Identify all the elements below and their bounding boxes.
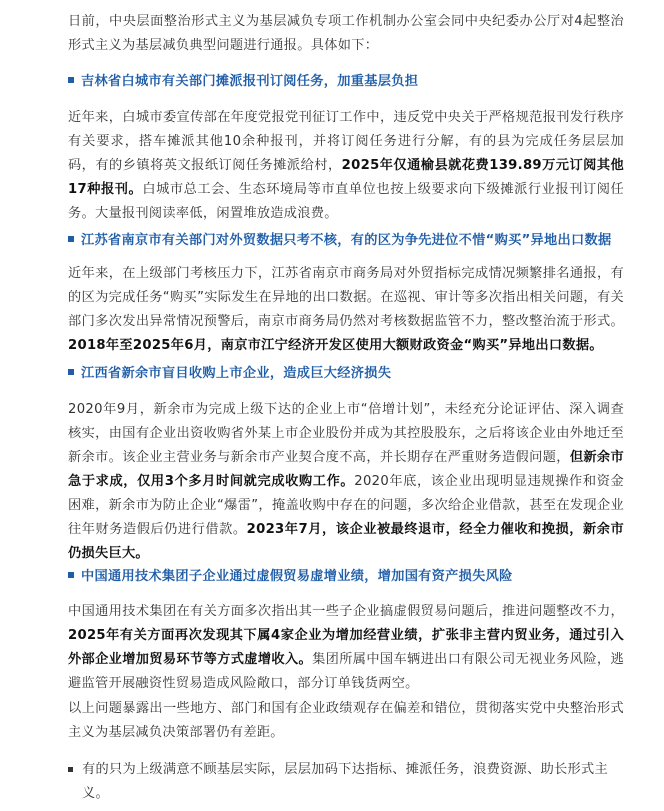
- square-bullet-icon: [68, 369, 74, 375]
- section-title-4: 中国通用技术集团子企业通过虚假贸易虚增业绩，增加国有资产损失风险: [68, 565, 624, 589]
- conclusion-paragraph: 以上问题暴露出一些地方、部门和国有企业政绩观存在偏差和错位，贯彻落实党中央整治形式主义为基层减负决策部署仍有差距。: [68, 701, 624, 740]
- square-bullet-icon: [68, 77, 74, 83]
- section-title-1: 吉林省白城市有关部门摊派报刊订阅任务，加重基层负担: [68, 70, 624, 94]
- section-title-3: 江西省新余市盲目收购上市企业，造成巨大经济损失: [68, 362, 624, 386]
- section-body-1: 近年来，白城市委宣传部在年度党报党刊征订工作中，违反党中央关于严格规范报刊发行秩序有关要求，搭车摊派其他10余种报刊，并将订阅任务进行分解，有的县为完成任务层层加码，有的乡镇将英文报纸订阅任务摊派给村，2025年仅通榆县就花费139.89万元订阅其他17种报刊。白城市总工会、生态环境局等市直单位也按上级要求向下级摊派行业报刊订阅任务。大量报刊阅读率低，闲置堆放造成浪费。: [68, 110, 625, 221]
- bullet-dot-icon: [68, 767, 73, 772]
- bullet-item: 有的只为上级满意不顾基层实际，层层加码下达指标、摊派任务，浪费资源、助长形式主义。: [68, 758, 624, 806]
- intro-paragraph: 日前，中央层面整治形式主义为基层减负专项工作机制办公室会同中央纪委办公厅对4起整治形式主义为基层减负典型问题进行通报。具体如下：: [68, 14, 624, 53]
- section-body-3: 2020年9月，新余市为完成上级下达的企业上市“倍增计划”，未经充分论证评估、深入调查核实，由国有企业出资收购省外某上市企业股份并成为其控股股东，之后将该企业由外地迁至新余市。该企业主营业务与新余市产业契合度不高，并长期存在严重财务造假问题，但新余市急于求成，仅用3个多月时间就完成收购工作。2020年底，该企业出现明显违规操作和资金困难，新余市为防止企业“爆雷”，掩盖收购中存在的问题，多次给企业借款，甚至在发现企业往年财务造假后仍进行借款。2023年7月，该企业被最终退市，经全力催收和挽损，新余市仍损失巨大。: [68, 402, 625, 561]
- section-body-2: 近年来，在上级部门考核压力下，江苏省南京市商务局对外贸指标完成情况频繁排名通报，有的区为完成任务“购买”实际发生在异地的出口数据。在巡视、审计等多次指出相关问题，有关部门多次发出异常情况预警后，南京市商务局仍然对考核数据监管不力，整改整治流于形式。2018年至2025年6月，南京市江宁经济开发区使用大额财政资金“购买”异地出口数据。: [68, 266, 624, 353]
- section-title-2: 江苏省南京市有关部门对外贸数据只考不核，有的区为争先进位不惜“购买”异地出口数据: [68, 229, 624, 253]
- square-bullet-icon: [68, 236, 74, 242]
- square-bullet-icon: [68, 572, 74, 578]
- section-body-4: 中国通用技术集团在有关方面多次指出其一些子企业搞虚假贸易问题后，推进问题整改不力，2025年有关方面再次发现其下属4家企业为增加经营业绩，扩张非主营内贸业务，通过引入外部企业增加贸易环节等方式虚增收入。集团所属中国车辆进出口有限公司无视业务风险，逃避监管开展融资性贸易造成风险敞口，部分订单钱货两空。: [68, 604, 624, 691]
